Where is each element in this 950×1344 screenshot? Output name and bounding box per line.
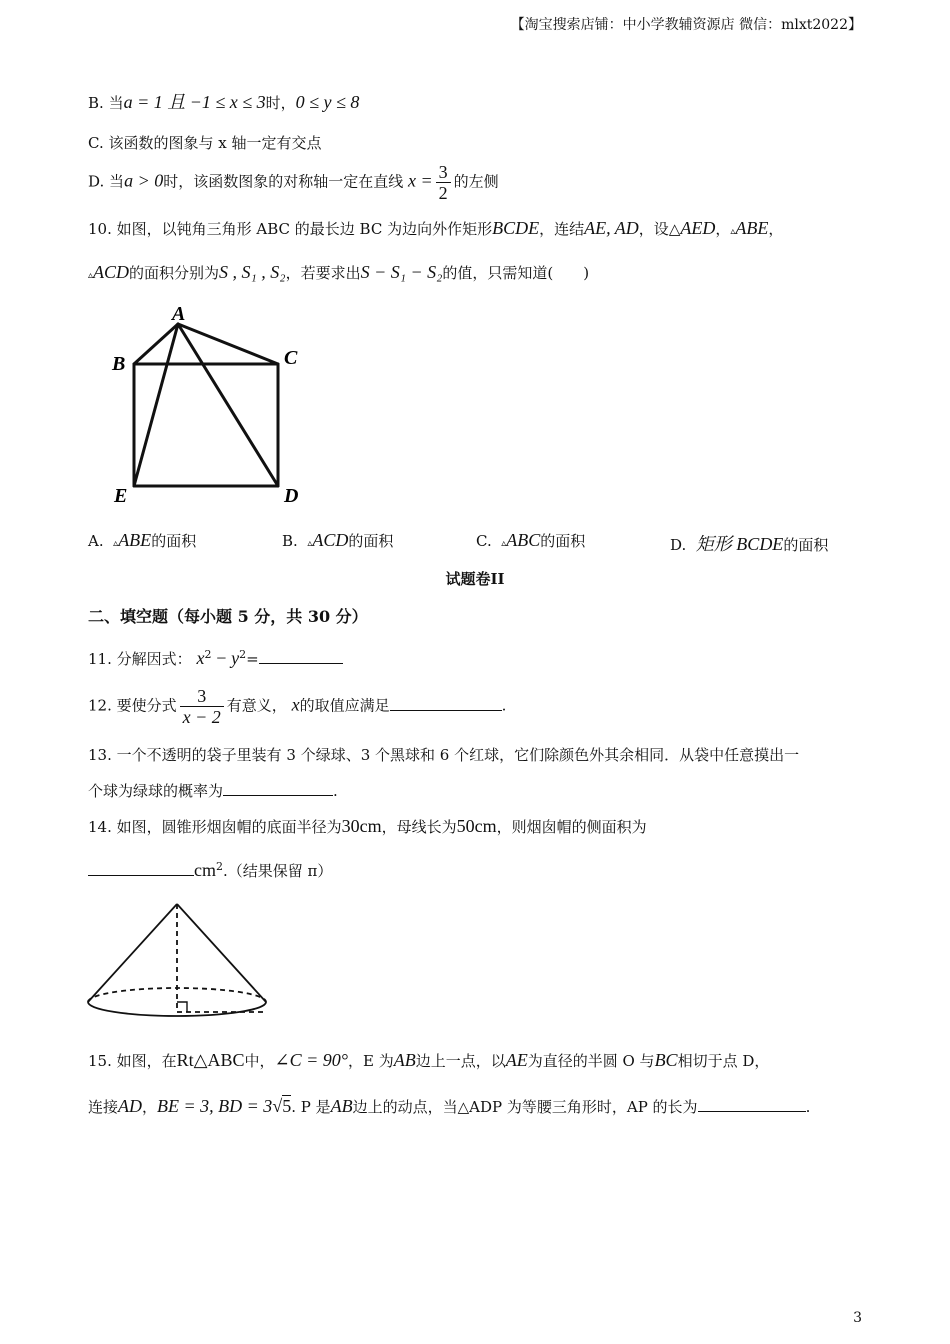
text: 的面积 xyxy=(783,536,829,554)
segment-ae xyxy=(134,324,178,486)
math: ACD xyxy=(93,262,130,282)
option-label: C. xyxy=(88,134,104,152)
question-number: 15. xyxy=(88,1052,112,1070)
text: 边上的动点，当△ADP 为等腰三角形时，AP 的长为 xyxy=(352,1098,698,1116)
cone-slant-left xyxy=(88,904,177,1002)
section-heading: 二、填空题（每小题 5 分，共 30 分） xyxy=(88,607,368,626)
math: ABE xyxy=(118,530,152,550)
math: S − S₁ − S₂ xyxy=(360,262,443,282)
text: 时， xyxy=(265,94,296,112)
text: 的值，只需知道( ) xyxy=(442,264,590,282)
q11 xyxy=(88,648,343,669)
math: ABE xyxy=(735,218,769,238)
q9-option-d xyxy=(88,162,499,203)
math: 0 ≤ y ≤ 8 xyxy=(295,92,360,112)
q14-line1 xyxy=(88,816,647,837)
q9-option-c xyxy=(88,132,322,153)
triangle-symbol: ▵ xyxy=(501,538,507,549)
answer-blank[interactable] xyxy=(698,1097,806,1112)
label-e: E xyxy=(114,485,128,507)
text: 如图，以钝角三角形 ABC 的最长边 BC 为边向外作矩形 xyxy=(116,220,493,238)
question-number: 10. xyxy=(88,220,112,238)
question-number: 11. xyxy=(88,650,112,668)
math: a > 0 xyxy=(124,170,164,191)
q10-figure-rectangle-triangle xyxy=(100,300,310,512)
sqrt-symbol: √ xyxy=(272,1096,283,1116)
text: 有意义， xyxy=(226,696,287,715)
text: 个球为绿球的概率为 xyxy=(88,782,224,800)
math: AD xyxy=(118,1096,143,1116)
q10-stem-line1 xyxy=(88,218,783,239)
option-label: B. xyxy=(282,532,298,550)
math: 矩形 BCDE xyxy=(695,534,784,554)
math: S , S₁ , S₂ xyxy=(219,262,286,282)
text: 当 xyxy=(109,172,125,191)
text: 要使分式 xyxy=(116,696,177,715)
math: x xyxy=(196,648,205,668)
triangle-symbol: ▵ xyxy=(113,538,119,549)
math: 5 xyxy=(282,1096,292,1116)
math: − xyxy=(216,648,227,668)
fraction xyxy=(180,686,224,727)
math: 50cm xyxy=(456,816,497,836)
q10-option-a xyxy=(88,530,196,551)
text: ，E 为 xyxy=(347,1052,394,1070)
part-title: 试题卷II xyxy=(445,570,505,588)
math: x = xyxy=(408,170,433,191)
option-label: C. xyxy=(476,532,492,550)
text: ，若要求出 xyxy=(285,264,361,282)
cone-slant-right xyxy=(177,904,266,1002)
label-a: A xyxy=(172,303,186,325)
option-label: D. xyxy=(670,536,687,554)
triangle-symbol: ▵ xyxy=(307,538,313,549)
text: . xyxy=(501,696,507,715)
math: AB xyxy=(393,1050,416,1070)
text: 的面积 xyxy=(151,532,197,550)
rectangle-bcde xyxy=(134,364,278,486)
text: . xyxy=(333,782,338,800)
math: BE = 3, BD = 3 xyxy=(157,1096,273,1116)
math: cm xyxy=(194,860,216,880)
text: 如图，在 xyxy=(116,1052,177,1070)
text: ，母线长为 xyxy=(381,818,457,836)
q9-option-b xyxy=(88,88,359,114)
math: ACD xyxy=(312,530,349,550)
segment-ad xyxy=(178,324,278,486)
math: 30cm xyxy=(341,816,382,836)
math: a = 1 且 −1 ≤ x ≤ 3 xyxy=(123,92,266,112)
text: 一个不透明的袋子里装有 3 个绿球、3 个黑球和 6 个红球，它们除颜色外其余相同．从袋中任意摸出一 xyxy=(116,746,800,764)
text: 连接 xyxy=(88,1098,119,1116)
text: 的面积 xyxy=(348,532,394,550)
q15-line1 xyxy=(88,1050,769,1071)
text: 该函数的图象与 x 轴一定有交点 xyxy=(108,134,322,152)
segment-ac xyxy=(178,324,278,364)
text: . xyxy=(805,1098,811,1116)
math: Rt△ABC xyxy=(176,1050,245,1070)
exponent: 2 xyxy=(239,648,247,661)
triangle-symbol: ▵ xyxy=(88,270,94,281)
math: BCDE xyxy=(492,218,540,238)
text: 的取值应满足 xyxy=(299,696,390,715)
exponent: 2 xyxy=(204,648,212,661)
triangle-symbol: △ xyxy=(668,220,681,238)
text: ，连结 xyxy=(539,220,585,238)
question-number: 14. xyxy=(88,818,112,836)
math: AB xyxy=(330,1096,353,1116)
q13-line2 xyxy=(88,780,338,801)
math: ABC xyxy=(506,530,541,550)
label-d: D xyxy=(284,485,299,507)
answer-blank[interactable] xyxy=(88,861,194,876)
text: 中， xyxy=(244,1052,275,1070)
math: AED xyxy=(680,218,716,238)
text: 为直径的半圆 O 与 xyxy=(527,1052,655,1070)
page-number: 3 xyxy=(853,1310,862,1326)
text: 当 xyxy=(108,94,124,112)
text: 时，该函数图象的对称轴一定在直线 xyxy=(163,172,404,191)
denominator: 2 xyxy=(438,183,448,203)
q10-option-c xyxy=(476,530,585,551)
q12 xyxy=(88,686,506,727)
math: x xyxy=(291,694,300,715)
denominator: x − 2 xyxy=(182,707,221,727)
q10-option-b xyxy=(282,530,393,551)
answer-blank[interactable] xyxy=(259,649,343,664)
math: AE xyxy=(505,1050,528,1070)
math: BC xyxy=(654,1050,678,1070)
page-header: 【淘宝搜索店铺：中小学教辅资源店 微信：mlxt2022】 xyxy=(510,17,862,33)
text: 分解因式： xyxy=(116,650,192,668)
numerator: 3 xyxy=(180,686,224,707)
numerator: 3 xyxy=(436,162,451,183)
math: ∠C = 90° xyxy=(274,1050,348,1070)
text: ， xyxy=(768,220,784,238)
q13-line1 xyxy=(88,744,799,765)
text: ，设 xyxy=(638,220,669,238)
fraction xyxy=(436,162,451,203)
text: 如图，圆锥形烟囱帽的底面半径为 xyxy=(116,818,342,836)
label-b: B xyxy=(112,353,126,375)
text: 相切于点 D， xyxy=(677,1052,770,1070)
q14-line2 xyxy=(88,860,332,881)
text: = xyxy=(246,650,259,668)
text: 的左侧 xyxy=(453,172,499,191)
question-number: 13. xyxy=(88,746,112,764)
text: 的面积 xyxy=(540,532,586,550)
q15-line2 xyxy=(88,1096,810,1117)
math: y xyxy=(231,648,240,668)
option-label: D. xyxy=(88,172,105,191)
right-angle-mark xyxy=(177,1002,187,1012)
text: 的面积分别为 xyxy=(129,264,220,282)
answer-blank[interactable] xyxy=(223,781,333,796)
text: . P 是 xyxy=(291,1098,331,1116)
exponent: 2 xyxy=(216,860,223,873)
text: ，则烟囱帽的侧面积为 xyxy=(496,818,647,836)
text: 边上一点，以 xyxy=(415,1052,506,1070)
q10-stem-line2 xyxy=(88,262,589,283)
text: ， xyxy=(142,1098,158,1116)
answer-blank[interactable] xyxy=(390,696,502,711)
q14-figure-cone xyxy=(80,896,276,1040)
q10-option-d xyxy=(670,530,828,556)
math: AE, AD xyxy=(584,218,639,238)
text: .（结果保留 π） xyxy=(223,862,333,880)
label-c: C xyxy=(284,347,298,369)
option-label: A. xyxy=(88,532,104,550)
question-number: 12. xyxy=(88,696,112,715)
text: ， xyxy=(715,220,731,238)
option-label: B. xyxy=(88,94,104,112)
triangle-symbol: ▵ xyxy=(730,226,736,237)
